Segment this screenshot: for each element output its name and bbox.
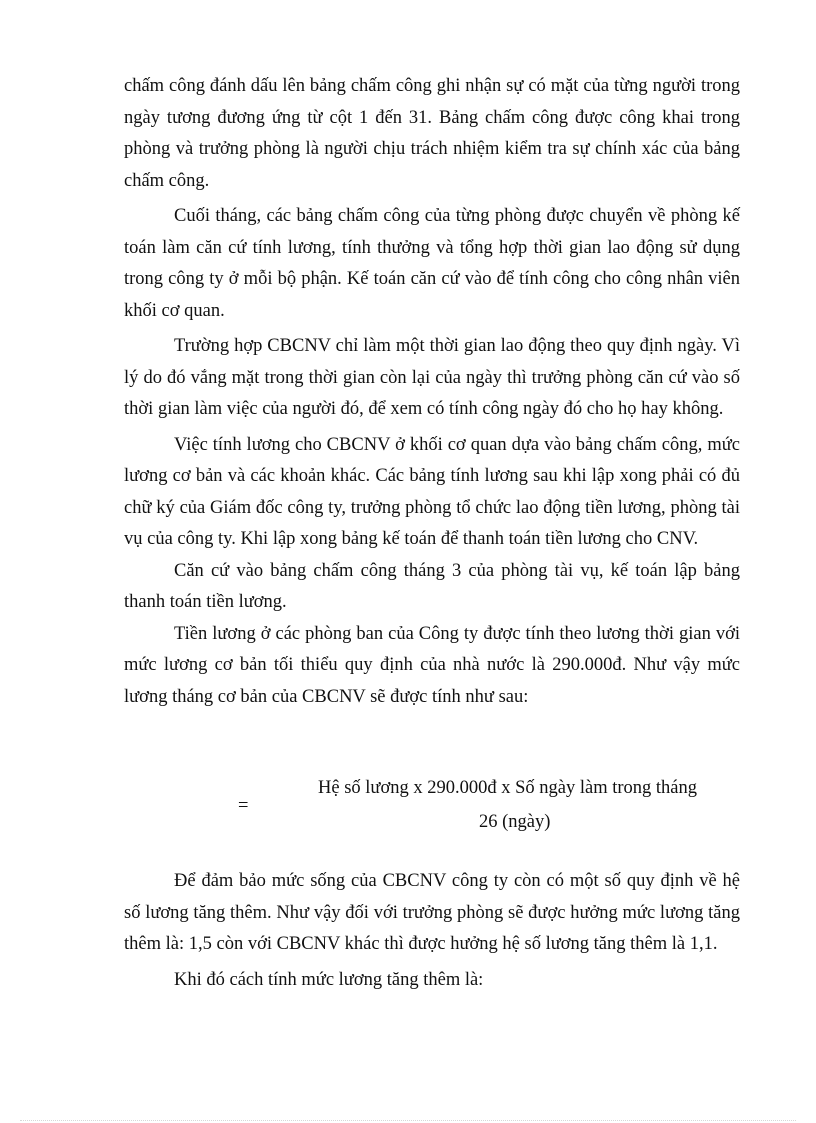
paragraph-1: chấm công đánh dấu lên bảng chấm công ghi nhận sự có mặt của từng người trong ngày tương đương ứng từ cột 1 đến 31. Bảng chấm công được công khai trong phòng và trưởng phòng là người chịu trách nhiệm kiểm tra sự chính xác của bảng chấm công.	[124, 76, 740, 191]
paragraph-2: Cuối tháng, các bảng chấm công của từng phòng được chuyển về phòng kế toán làm căn cứ tính lương, tính thưởng và tổng hợp thời gian lao động sử dụng trong công ty ở mỗi bộ phận. Kế toán căn cứ vào để tính công cho công nhân viên khối cơ quan.	[124, 206, 740, 321]
text-block-1	[124, 71, 740, 713]
formula-denominator: 26 (ngày)	[479, 812, 551, 832]
paragraph-4: Việc tính lương cho CBCNV ở khối cơ quan dựa vào bảng chấm công, mức lương cơ bản và các khoản khác. Các bảng tính lương sau khi lập xong phải có đủ chữ ký của Giám đốc công ty, trưởng phòng tổ chức lao động tiền lương, phòng tài vụ của công ty. Khi lập xong bảng kế toán để thanh toán tiền lương cho CNV.	[124, 434, 740, 549]
salary-formula	[0, 774, 816, 844]
formula-equals-sign: =	[238, 796, 249, 816]
paragraph-6: Tiền lương ở các phòng ban của Công ty được tính theo lương thời gian với mức lương cơ bản tối thiểu quy định của nhà nước là 290.000đ. Như vậy mức lương tháng cơ bản của CBCNV sẽ được tính như sau:	[124, 623, 740, 707]
formula-numerator: Hệ số lương x 290.000đ x Số ngày làm trong tháng	[318, 778, 697, 798]
paragraph-3: Trường hợp CBCNV chỉ làm một thời gian lao động theo quy định ngày. Vì lý do đó vắng mặt trong thời gian còn lại của ngày thì trưởng phòng căn cứ vào số thời gian làm việc của người đó, để xem có tính công ngày đó cho họ hay không.	[124, 336, 740, 419]
text-block-2	[124, 866, 740, 996]
page-bottom-rule	[20, 1120, 796, 1121]
paragraph-5: Căn cứ vào bảng chấm công tháng 3 của phòng tài vụ, kế toán lập bảng thanh toán tiền lương.	[124, 560, 740, 612]
paragraph-7: Để đảm bảo mức sống của CBCNV công ty còn có một số quy định về hệ số lương tăng thêm. Như vậy đối với trưởng phòng sẽ được hưởng mức lương tăng thêm là: 1,5 còn với CBCNV khác thì được hưởng hệ số lương tăng thêm là 1,1.	[124, 871, 740, 954]
paragraph-8: Khi đó cách tính mức lương tăng thêm là:	[174, 969, 484, 990]
